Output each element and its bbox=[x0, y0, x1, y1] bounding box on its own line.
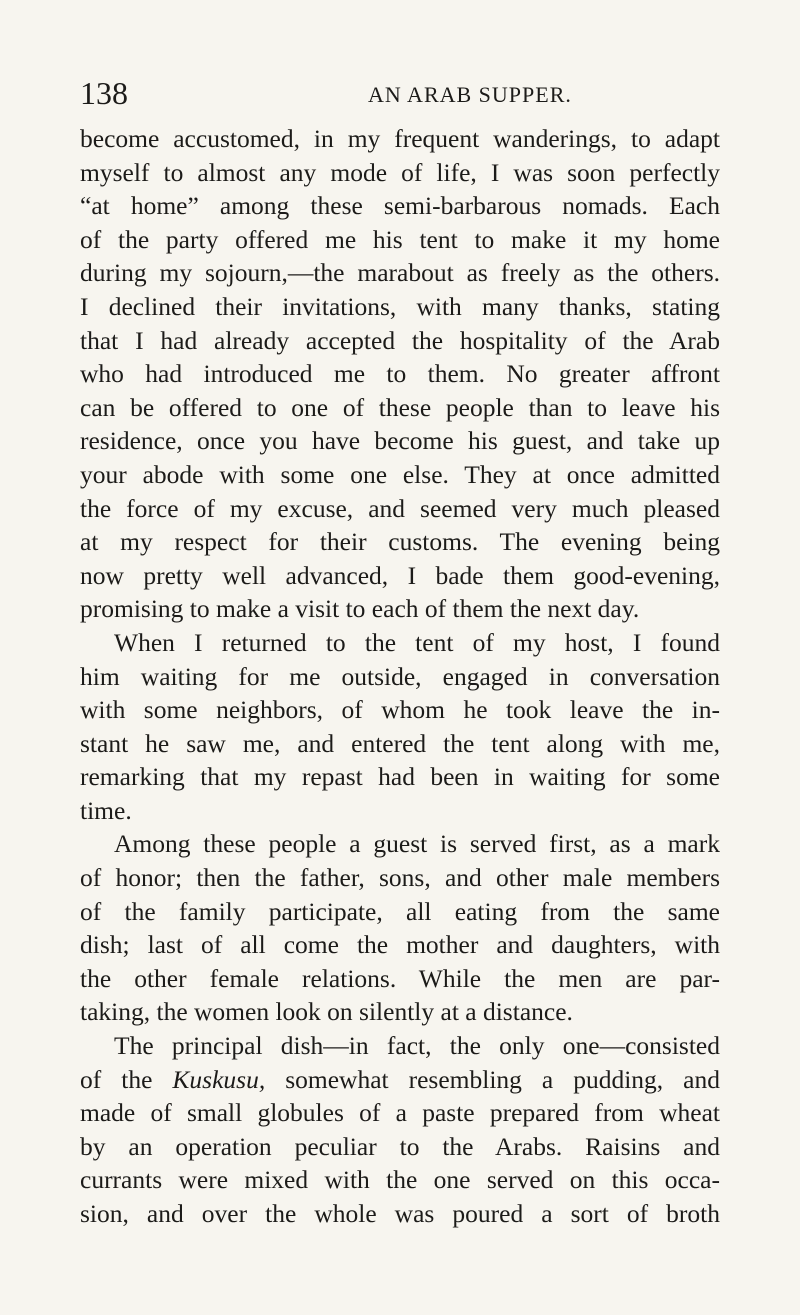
text-line: of the family participate, all eating from the same bbox=[80, 896, 720, 926]
text-line: the other female relations. While the men are par- bbox=[80, 963, 720, 993]
text-line: dish; last of all come the mother and daughters, with bbox=[80, 930, 720, 960]
paragraph-start-line: Among these people a guest is served first, as a mark bbox=[114, 829, 720, 859]
text-line: of the party offered me his tent to make it my home bbox=[80, 224, 720, 254]
text-line: promising to make a visit to each of them the next day. bbox=[80, 594, 640, 624]
running-head: AN ARAB SUPPER. bbox=[368, 82, 572, 107]
text-line: made of small globules of a paste prepared from wheat bbox=[80, 1098, 720, 1128]
text-line: him waiting for me outside, engaged in conversation bbox=[80, 661, 720, 691]
text-line: that I had already accepted the hospitality of the Arab bbox=[80, 325, 720, 355]
text-line: who had introduced me to them. No greater affront bbox=[80, 359, 720, 389]
text-line: the force of my excuse, and seemed very much pleased bbox=[80, 493, 720, 523]
text-line: taking, the women look on silently at a distance. bbox=[80, 997, 573, 1027]
text-line: stant he saw me, and entered the tent along with me, bbox=[80, 728, 720, 758]
text-line: during my sojourn,—the marabout as freely as the others. bbox=[80, 258, 720, 288]
text-line: residence, once you have become his guest, and take up bbox=[80, 426, 720, 456]
text-line: can be offered to one of these people than to leave his bbox=[80, 392, 720, 422]
text-line: your abode with some one else. They at once admitted bbox=[80, 459, 720, 489]
text-line bbox=[80, 1063, 720, 1097]
text-line: currants were mixed with the one served on this occa- bbox=[80, 1165, 720, 1195]
text-line: sion, and over the whole was poured a sort of broth bbox=[80, 1199, 720, 1228]
text-line: remarking that my repast had been in waiting for some bbox=[80, 762, 720, 792]
text-line: myself to almost any mode of life, I was soon perfectly bbox=[80, 157, 720, 187]
paragraph-start-line: When I returned to the tent of my host, I found bbox=[114, 627, 720, 657]
text-line: time. bbox=[80, 795, 132, 825]
text-fragment: of the bbox=[80, 1064, 173, 1094]
page-number: 138 bbox=[80, 75, 128, 111]
text-fragment: somewhat resembling a pudding, and bbox=[265, 1064, 720, 1094]
body-text bbox=[80, 122, 720, 1231]
text-line: become accustomed, in my frequent wanderings, to adapt bbox=[80, 124, 720, 153]
text-line: I declined their invitations, with many thanks, stating bbox=[80, 291, 720, 321]
italic-term: Kuskusu, bbox=[172, 1064, 266, 1094]
text-line: of honor; then the father, sons, and other male members bbox=[80, 863, 720, 893]
text-line: by an operation peculiar to the Arabs. Raisins and bbox=[80, 1131, 720, 1161]
text-line: now pretty well advanced, I bade them good-evening, bbox=[80, 560, 720, 590]
text-line: with some neighbors, of whom he took leave the in- bbox=[80, 695, 720, 725]
page-header bbox=[80, 76, 720, 110]
text-line: “at home” among these semi-barbarous nomads. Each bbox=[80, 191, 720, 221]
text-line: at my respect for their customs. The evening being bbox=[80, 527, 720, 557]
paragraph-start-line: The principal dish—in fact, the only one—consisted bbox=[114, 1031, 720, 1061]
